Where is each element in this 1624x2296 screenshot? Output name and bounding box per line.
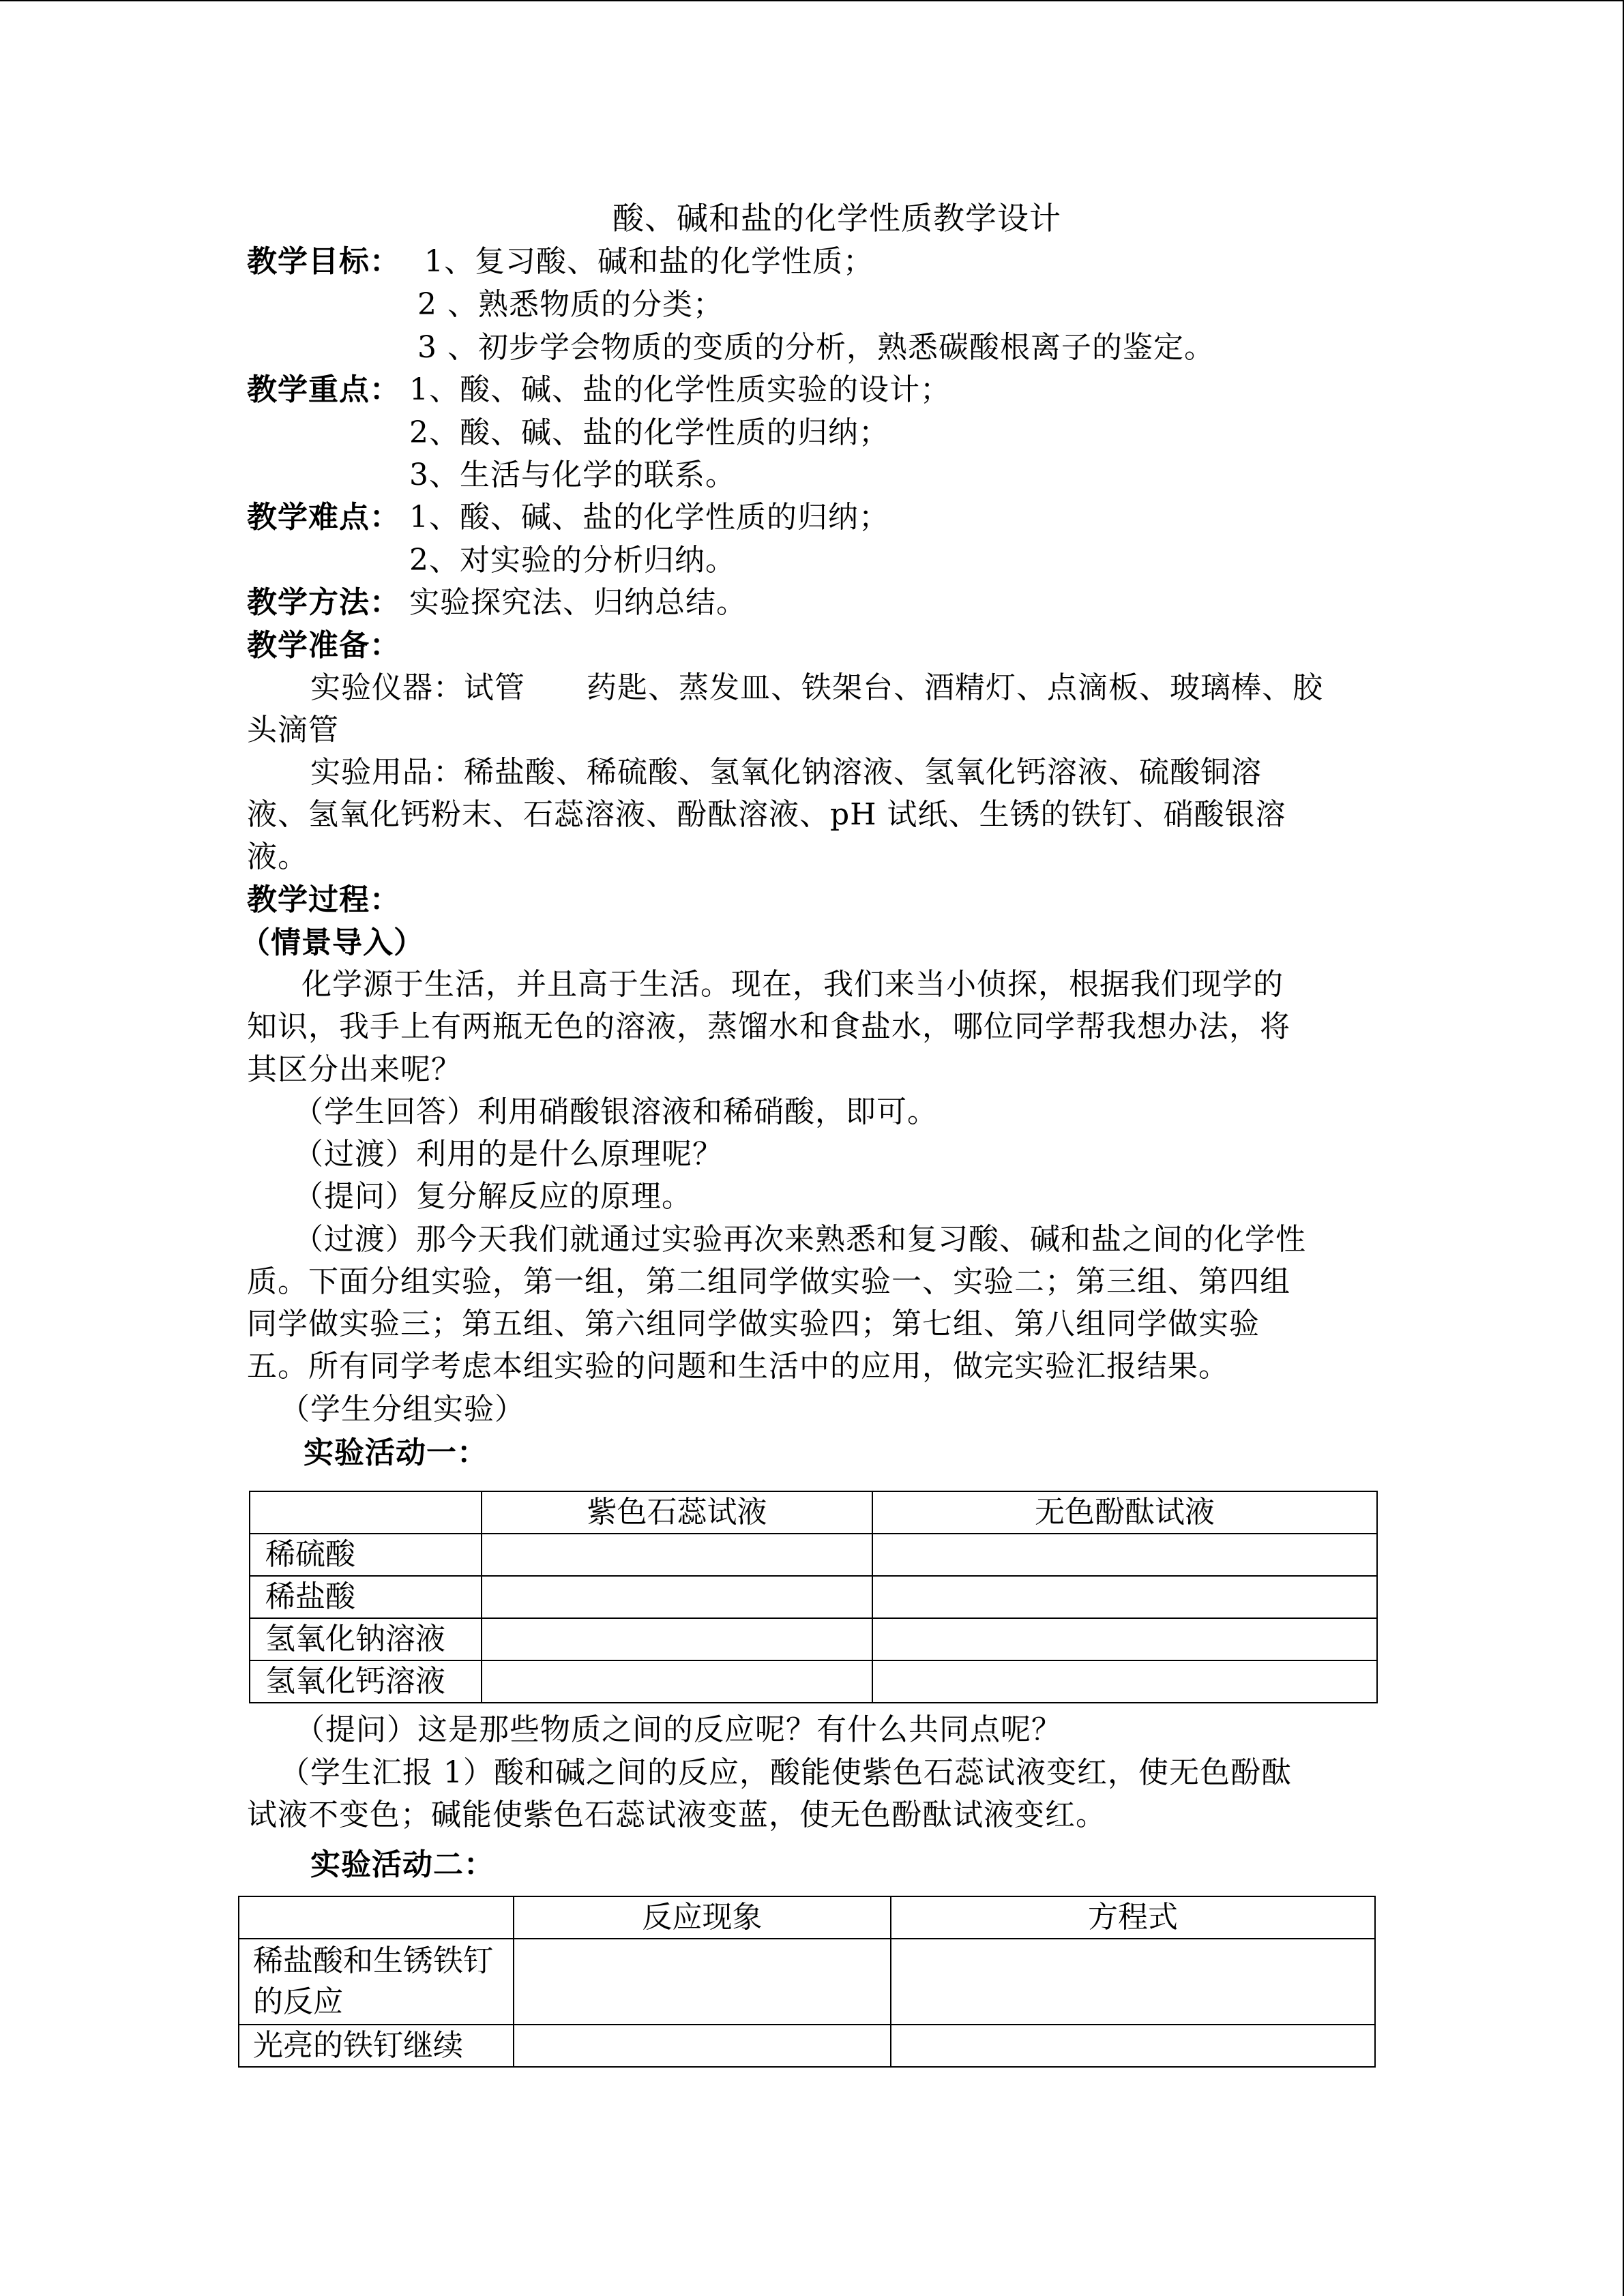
question-text: （提问）这是那些物质之间的反应呢？有什么共同点呢？ <box>295 1712 1062 1747</box>
table-row <box>239 1939 1375 2025</box>
key-point-item: 3、生活与化学的联系。 <box>409 458 736 492</box>
table-header-cell: 无色酚酞试液 <box>872 1491 1377 1534</box>
group-experiment: （学生分组实验） <box>280 1392 525 1427</box>
scenario-label: （情景导入） <box>240 925 424 960</box>
table-row <box>250 1660 1377 1703</box>
difficulty-item: 2、对实验的分析归纳。 <box>409 543 736 578</box>
table-cell[interactable] <box>482 1576 872 1618</box>
activity2-label: 实验活动二： <box>310 1847 494 1882</box>
table-cell[interactable] <box>514 1939 891 2025</box>
transition-line: 同学做实验三；第五组、第六组同学做实验四；第七组、第八组同学做实验 <box>247 1307 1260 1341</box>
row-label: 稀盐酸 <box>250 1576 482 1618</box>
table-row <box>250 1534 1377 1576</box>
transition-line: 质。下面分组实验，第一组，第二组同学做实验一、实验二；第三组、第四组 <box>247 1264 1290 1299</box>
row-label: 光亮的铁钉继续 <box>239 2025 514 2067</box>
supplies-line: 液、氢氧化钙粉末、石蕊溶液、酚酞溶液、pH 试纸、生锈的铁钉、硝酸银溶 <box>247 797 1286 832</box>
instruments-line: 实验仪器：试管 药匙、蒸发皿、铁架台、酒精灯、点滴板、玻璃棒、胶 <box>310 670 1323 705</box>
preparation-label: 教学准备： <box>247 628 400 663</box>
table-header-cell <box>239 1896 514 1939</box>
table-header-row <box>239 1896 1375 1939</box>
table-row <box>250 1576 1377 1618</box>
report-line: （学生汇报 1）酸和碱之间的反应，酸能使紫色石蕊试液变红，使无色酚酞 <box>280 1755 1292 1790</box>
table-header-cell: 方程式 <box>891 1896 1375 1939</box>
table-row <box>250 1618 1377 1660</box>
objectives-label: 教学目标： <box>247 244 400 279</box>
table-header-cell <box>250 1491 482 1534</box>
table-cell[interactable] <box>482 1534 872 1576</box>
supplies-line: 实验用品：稀盐酸、稀硫酸、氢氧化钠溶液、氢氧化钙溶液、硫酸铜溶 <box>310 755 1262 790</box>
table-cell[interactable] <box>482 1618 872 1660</box>
intro-line: 其区分出来呢？ <box>247 1052 462 1087</box>
process-label: 教学过程： <box>247 882 400 917</box>
objective-item: 3 、初步学会物质的变质的分析，熟悉碳酸根离子的鉴定。 <box>417 330 1215 365</box>
table-header-row <box>250 1491 1377 1534</box>
supplies-line: 液。 <box>247 839 308 874</box>
row-label: 稀盐酸和生锈铁钉的反应 <box>239 1939 514 2025</box>
difficulties-label: 教学难点： <box>247 500 400 535</box>
table-cell[interactable] <box>872 1618 1377 1660</box>
key-point-item: 1、酸、碱、盐的化学性质实验的设计； <box>409 372 951 407</box>
method-label: 教学方法： <box>247 585 400 620</box>
table-cell[interactable] <box>872 1660 1377 1703</box>
transition-text: （过渡）利用的是什么原理呢？ <box>293 1137 723 1172</box>
key-points-label: 教学重点： <box>247 372 400 407</box>
table-cell[interactable] <box>891 1939 1375 2025</box>
objective-item: 1、复习酸、碱和盐的化学性质； <box>424 244 874 279</box>
page-title: 酸、碱和盐的化学性质教学设计 <box>612 200 1061 237</box>
question-text: （提问）复分解反应的原理。 <box>293 1179 692 1214</box>
activity1-table <box>249 1491 1378 1703</box>
table-header-cell: 反应现象 <box>514 1896 891 1939</box>
row-label: 氢氧化钙溶液 <box>250 1660 482 1703</box>
student-answer: （学生回答）利用硝酸银溶液和稀硝酸，即可。 <box>293 1094 938 1129</box>
table-cell[interactable] <box>514 2025 891 2067</box>
intro-line: 知识，我手上有两瓶无色的溶液，蒸馏水和食盐水，哪位同学帮我想办法，将 <box>247 1009 1290 1044</box>
table-cell[interactable] <box>482 1660 872 1703</box>
row-label: 稀硫酸 <box>250 1534 482 1576</box>
table-header-cell: 紫色石蕊试液 <box>482 1491 872 1534</box>
table-row <box>239 2025 1375 2067</box>
table-cell[interactable] <box>872 1534 1377 1576</box>
activity2-table <box>238 1896 1376 2068</box>
key-point-item: 2、酸、碱、盐的化学性质的归纳； <box>409 415 889 450</box>
table-cell[interactable] <box>891 2025 1375 2067</box>
transition-line: （过渡）那今天我们就通过实验再次来熟悉和复习酸、碱和盐之间的化学性 <box>293 1222 1306 1257</box>
intro-line: 化学源于生活，并且高于生活。现在，我们来当小侦探，根据我们现学的 <box>301 967 1284 1002</box>
instruments-line: 头滴管 <box>247 713 339 747</box>
difficulty-item: 1、酸、碱、盐的化学性质的归纳； <box>409 500 889 535</box>
objective-item: 2 、熟悉物质的分类； <box>417 287 724 322</box>
method-text: 实验探究法、归纳总结。 <box>409 585 747 620</box>
activity1-label: 实验活动一： <box>304 1435 488 1470</box>
row-label: 氢氧化钠溶液 <box>250 1618 482 1660</box>
table-cell[interactable] <box>872 1576 1377 1618</box>
transition-line: 五。所有同学考虑本组实验的问题和生活中的应用，做完实验汇报结果。 <box>247 1349 1229 1384</box>
report-line: 试液不变色；碱能使紫色石蕊试液变蓝，使无色酚酞试液变红。 <box>247 1798 1106 1832</box>
